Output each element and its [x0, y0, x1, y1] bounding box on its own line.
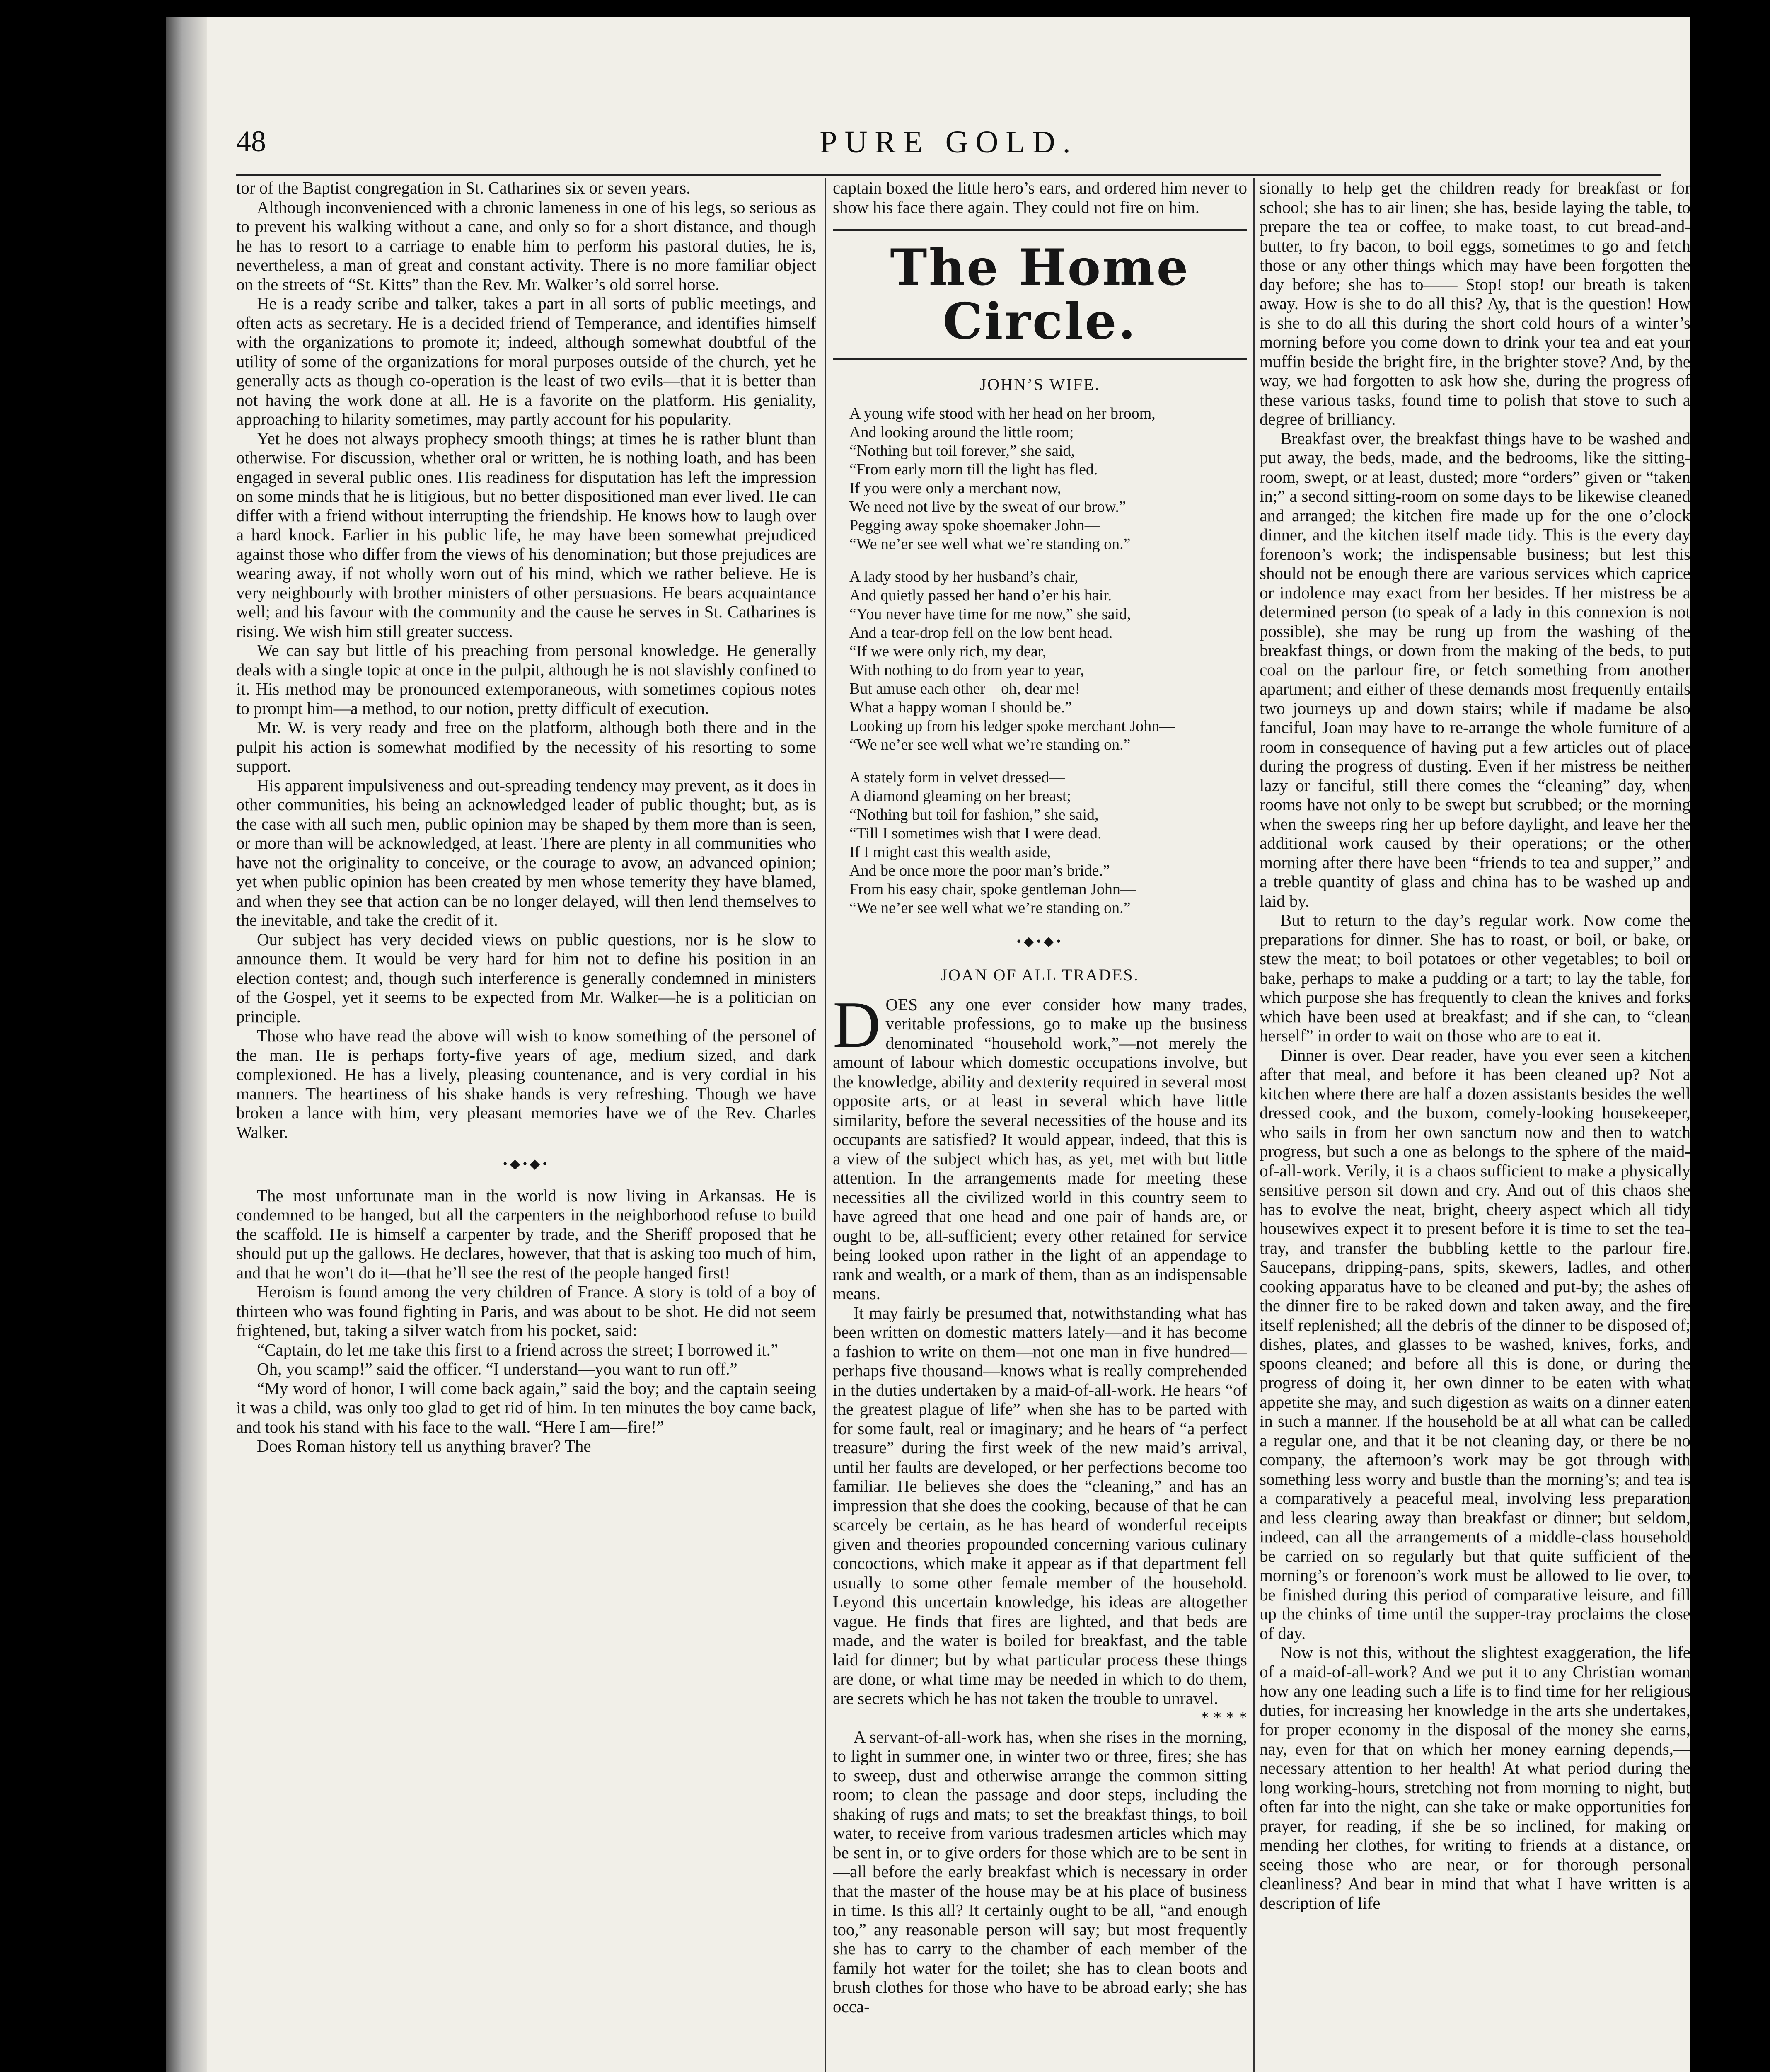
ornament-divider: •◆•◆• [1016, 933, 1064, 949]
stanza [849, 568, 1247, 754]
paragraph: Dinner is over. Dear reader, have you ever seen a kitchen after that meal, and before it has been cleaned up? Not a kitchen where there are half a dozen assistants besides the well dressed cook, and the buxom, comely-looking housekeeper, who sails in from her own sanctum now and then to watch progress, but such a one as belongs to the sphere of the maid-of-all-work. Verily, it is a chaos sufficient to make a physically sensitive person sit down and cry. And out of this chaos she has to evolve the neat, bright, cheery aspect which all tidy housewives expect it to present before it is time to set the tea-tray, and transfer the bubbling kettle to the parlour fire. Saucepans, dripping-pans, spits, skewers, ladles, and other cooking apparatus have to be cleaned and put-by; the ashes of the dinner fire to be raked down and taken away, and the fire itself replenished; all the debris of the dinner to be disposed of; dishes, plates, and glasses to be washed, knives, forks, and spoons cleaned; and before all this is done, or during the progress of doing it, her own dinner to be eaten with what appetite she may, and such digestion as waits on a dinner eaten in such a manner. If the household be at all what can be called a regular one, and that it be not cleaning day, or there be no company, the afternoon’s work may be got through with something less worry and bustle than the morning’s; and tea is a comparatively a peaceful meal, involving less preparation and less clearing away than breakfast or dinner; but seldom, indeed, can all the arrangements of a middle-class household be carried on so regularly but that quite sufficient of the morning’s or forenoon’s work must be allowed to lie over, to be finished during this period of comparative leisure, and fill up the chinks of time until the supper-tray proclaims the close of day. [1260, 1045, 1690, 1643]
paragraph: His apparent impulsiveness and out-spreading tendency may prevent, as it does in other communities, his being an acknowledged leader of public thought; but, as is the case with all such men, public opinion may be shaped by them more than is seen, or more than will be acknowledged, at least. There are plenty in all communities who have not the originality to conceive, or the courage to avow, an advanced opinion; yet when public opinion has been created by men whose temerity they have blamed, and when they see that action can be no longer delayed, will then lend themselves to the inevitable, and take the credit of it. [236, 775, 816, 929]
poem-line: And quietly passed her hand o’er his hair. [849, 586, 1112, 604]
poem-line: We need not live by the sweat of our brow.” [849, 498, 1126, 516]
paragraph: Although inconvenienced with a chronic lameness in one of his legs, so serious as to prevent his walking without a cane, and only so for a short distance, and though he has to resort to a carriage to enable him to perform his pastoral duties, he is, nevertheless, a man of great and constant activity. There is no more familiar object on the streets of “St. Kitts” than the Rev. Mr. Walker’s old sorrel horse. [236, 197, 816, 294]
paragraph: captain boxed the little hero’s ears, and ordered him never to show his face there again. They could not fire on him. [833, 178, 1247, 217]
paragraph: Those who have read the above will wish to know something of the personel of the man. He is perhaps forty-five years of age, medium sized, and dark complexioned. He has a lively, pleasing countenance, and is very cordial in his manners. The heartiness of his shake hands is very refreshing. Though we have broken a lance with him, very pleasant memories have we of the Rev. Charles Walker. [236, 1026, 816, 1142]
paragraph: Oh, you scamp!” said the officer. “I understand—you want to run off.” [257, 1359, 738, 1378]
poem-line: Looking up from his ledger spoke merchant John— [849, 717, 1175, 735]
page-number: 48 [236, 125, 266, 158]
poem-line: “We ne’er see well what we’re standing on.” [849, 899, 1131, 917]
poem-line: “If we were only rich, my dear, [849, 642, 1047, 660]
stanza [849, 768, 1247, 917]
poem-line: A diamond gleaming on her breast; [849, 787, 1071, 805]
paragraph: tor of the Baptist congregation in St. Catharines six or seven years. [236, 178, 691, 197]
poem [849, 404, 1247, 917]
poem-line: From his easy chair, spoke gentleman John— [849, 880, 1136, 898]
poem-line: “From early morn till the light has fled. [849, 460, 1098, 478]
poem-line: What a happy woman I should be.” [849, 698, 1072, 716]
poem-line: “Nothing but toil forever,” she said, [849, 442, 1075, 460]
ornament-divider: •◆•◆• [503, 1156, 550, 1171]
paragraph: Now is not this, without the slightest exaggeration, the life of a maid-of-all-work? And we put it to any Christian woman how any one leading such a life is to find time for her religious duties, for increasing her knowledge in the arts she undertakes, for proper economy in the disposal of the money she earns, nay, even for that on which her money earning depends,—necessary attention to her health! At what period during the long working-hours, stretching not from morning to night, but often far into the night, can she take or make opportunities for prayer, for reading, if she be so inclined, for making or mending her clothes, for writing to friends at a distance, or seeing those who are near, or for thorough personal cleanliness? And bear in mind that what I have written is a description of life [1260, 1643, 1690, 1912]
paragraph: It may fairly be presumed that, notwithstanding what has been written on domestic matters lately—and it has become a fashion to write on them—not one man in five hundred—perhaps five thousand—knows what is really comprehended in the duties undertaken by a maid-of-all-work. He hears “of the greatest plague of life” when she has to be parted with for some fault, real or imaginary; and he hears of “a perfect treasure” during the first week of the new maid’s arrival, until her faults are developed, or her perfections become too familiar. He believes she does the “cleaning,” and has an impression that she does the cooking, because of that he can scarcely be certain, as he has heard of wonderful receipts given and theories propounded concerning various culinary concoctions, which make it appear as if that department fell usually to some other female member of the household. Leyond this uncertain knowledge, his ideas are altogether vague. He finds that fires are lighted, and that beds are made, and the water is boiled for breakfast, and the table laid for dinner; but by what particular process these things are done, or what time may be needed in which to do them, are secrets which he has not taken the trouble to unravel. [833, 1303, 1247, 1708]
paragraph: Does Roman history tell us anything braver? The [257, 1436, 591, 1455]
poem-line: But amuse each other—oh, dear me! [849, 680, 1081, 697]
paragraph: Mr. W. is very ready and free on the platform, although both there and in the pulpit his action is somewhat modified by the necessity of his resorting to some support. [236, 718, 816, 775]
drop-cap: D [833, 987, 881, 1061]
paragraph: Yet he does not always prophecy smooth things; at times he is rather blunt than otherwise. For discussion, whether oral or written, he is nothing loath, and has been engaged in several public ones. His readiness for disputation has left the impression on some minds that he is litigious, but no better dispositioned man ever lived. He can differ with a friend without interrupting the friendship. He knows how to laugh over a hard knock. Earlier in his public life, he may have been somewhat prejudiced against those who differ from the views of his denomination; but those prejudices are wearing away, if not wholly worn out of his mind, which we rather believe. He is very neighbourly with brother ministers of other persuasions. He bears acquaintance well; and his favour with the community and the cause he serves in St. Catharines is rising. We wish him still greater success. [236, 428, 816, 641]
poem-line: With nothing to do from year to year, [849, 661, 1084, 679]
paragraph: “My word of honor, I will come back again,” said the boy; and the captain seeing it was a child, was only too glad to get rid of him. In ten minutes the boy came back, and took his stand with his face to the wall. “Here I am—fire!” [236, 1378, 816, 1436]
paragraph: “Captain, do let me take this first to a friend across the street; I borrowed it.” [257, 1340, 779, 1359]
poem-line: If you were only a merchant now, [849, 479, 1062, 497]
poem-line: “You never have time for me now,” she said, [849, 605, 1131, 623]
paragraph: He is a ready scribe and talker, takes a part in all sorts of public meetings, and often acts as secretary. He is a decided friend of Temperance, and identifies himself with the organizations to promote it; indeed, although somewhat doubtful of the utility of some of the organizations for moral purposes outside of the church, yet he generally acts as though co-operation is the least of two evils—that it is better than not having the work done at all. He is a favorite on the platform. His geniality, approaching to hilarity sometimes, may partly account for his popularity. [236, 294, 816, 428]
page-header [236, 124, 1661, 162]
page-edge-shadow [166, 17, 207, 2072]
publication-title: PURE GOLD. [820, 125, 1078, 160]
poem-line: “Nothing but toil for fashion,” she said, [849, 806, 1099, 823]
header-rule [236, 174, 1661, 176]
paragraph: sionally to help get the children ready for breakfast or for school; she has to air linen; she has, beside laying the table, to prepare the tea or coffee, to make toast, to cut bread-and-butter, to fry bacon, to boil eggs, sometimes to go and fetch those or any other things which may have been forgotten the day before; she has to—— Stop! stop! our breath is taken away. How is she to do all this? Ay, that is the question! How is she to do all this during the short cold hours of a winter’s morning before you come down to drink your tea and eat your muffin beside the bright fire, in the brighter stove? And, by the way, we had forgotten to ask how she, during the progress of these various tasks, found time to polish that stove to such a degree of brilliancy. [1260, 178, 1690, 428]
paragraph: Our subject has very decided views on public questions, nor is he slow to announce them. It would be very hard for him not to define his position in an election contest; and, though such interference is generally condemned in ministers of the Gospel, yet it seems to be expected from Mr. Walker—he is a politician on principle. [236, 929, 816, 1026]
paragraph: We can say but little of his preaching from personal knowledge. He generally deals with a single topic at once in the pulpit, although he is not slavishly confined to it. His method may be pronounced extemporaneous, with sometimes copious notes to prompt him—a method, to our notion, pretty difficult of execution. [236, 641, 816, 718]
paragraph: Breakfast over, the breakfast things have to be washed and put away, the beds, made, and the bedrooms, like the sitting-room, swept, or at least, dusted; more “orders” given or “taken in;” a second sitting-room on some days to be likewise cleaned and arranged; the kitchen fire made up for the one o’clock dinner, and the kitchen itself made tidy. This is the every day forenoon’s work; the indispensable business; but lest this should not be enough there are various services which caprice or indolence may exact from her besides. If her mistress be a determined person (to speak of a lady in this connexion is not possible), she may be rung up from the washing of the breakfast things, or down from the making of the beds, to put coal on the parlour fire, or fetch something from another apartment; and either of these demands most frequently entails two journeys up and down stairs; while if madame be also fanciful, Joan may have to re-arrange the whole furniture of a room in consequence of having put a few articles out of place during the progress of dusting. Even if her mistress be neither lazy or fanciful, still there comes the “cleaning” day, when rooms have not only to be swept but scrubbed; or the morning when the sweeps ring her up before daylight, and leave her the additional work caused by their operations; or the other morning after there have been “friends to tea and supper,” and a treble quantity of glass and china has to be washed up and laid by. [1260, 428, 1690, 910]
paragraph: But to return to the day’s regular work. Now come the preparations for dinner. She has to roast, or boil, or bake, or stew the meat; to boil potatoes or other vegetables; to boil or bake, perhaps to make a pudding or a tart; to lay the table, for which purpose she has frequently to clean the knives and forks which have been used at breakfast; and if she can, to “clean herself” in order to wait on those who are to eat it. [1260, 910, 1690, 1045]
paragraph: Heroism is found among the very children of France. A story is told of a boy of thirteen who was found fighting in Paris, and was about to be shot. He did not seem frightened, but, taking a silver watch from his pocket, said: [236, 1282, 816, 1340]
poem-line: A stately form in velvet dressed— [849, 768, 1065, 786]
poem-line: If I might cast this wealth aside, [849, 843, 1051, 861]
column-divider [825, 178, 826, 2072]
poem-line: “Till I sometimes wish that I were dead. [849, 824, 1102, 842]
section-heading: The Home Circle. [833, 229, 1247, 360]
column-divider [1253, 178, 1255, 2072]
column-2 [833, 178, 1247, 2072]
stanza [849, 404, 1247, 554]
poem-line: A young wife stood with her head on her broom, [849, 404, 1156, 422]
paragraph [833, 987, 1247, 1303]
poem-line: And a tear-drop fell on the low bent head. [849, 624, 1113, 641]
section-break-stars: * * * * [1200, 1708, 1247, 1727]
poem-line: Pegging away spoke shoemaker John— [849, 516, 1100, 534]
poem-title: JOHN’S WIFE. [979, 375, 1100, 394]
poem-line: And looking around the little room; [849, 423, 1074, 441]
column-3 [1260, 178, 1690, 2072]
column-1 [236, 178, 816, 2072]
article-title: JOAN OF ALL TRADES. [941, 966, 1139, 984]
poem-line: A lady stood by her husband’s chair, [849, 568, 1078, 586]
poem-line: And be once more the poor man’s bride.” [849, 862, 1110, 879]
paragraph: A servant-of-all-work has, when she rises in the morning, to light in summer one, in winter two or three, fires; she has to sweep, dust and otherwise arrange the common sitting room; to clean the passage and door steps, including the shaking of rugs and mats; to set the breakfast things, to boil water, to receive from various tradesmen articles which may be sent in, or to give orders for those which are to be sent in—all before the early breakfast which is necessary in order that the master of the house may be at his place of business in time. Is this all? It certainly ought to be all, “and enough too,” any reasonable person will say; but most frequently she has to carry to the chamber of each member of the family hot water for the toilet; she has to clean boots and brush clothes for those who have to be abroad early; she has occa- [833, 1727, 1247, 2016]
poem-line: “We ne’er see well what we’re standing on.” [849, 535, 1131, 553]
paragraph-text: OES any one ever consider how many trades, veritable professions, go to make up the business denominated “household work,”—not merely the amount of labour which domestic occupations involve, but the knowledge, ability and dexterity required in several most opposite arts, or at least in several which have little similarity, before the several necessities of the house and its occupants are satisfied? It would appear, indeed, that this is a view of the subject which has, as yet, met with but little attention. In the arrangements made for meeting these necessities all the civilized world in this country seem to have agreed that one head and one pair of hands are, or ought to be, all-sufficient; every other retained for service being looked upon rather in the light of an appendage to rank and wealth, or a mark of them, than as an indispensable means. [833, 995, 1247, 1303]
poem-line: “We ne’er see well what we’re standing on.” [849, 736, 1131, 753]
paragraph: The most unfortunate man in the world is now living in Arkansas. He is condemned to be hanged, but all the carpenters in the neighborhood refuse to build the scaffold. He is himself a carpenter by trade, and the Sheriff proposed that he should put up the gallows. He declares, however, that that is asking too much of him, and that he won’t do it—that he’ll see the rest of the people hanged first! [236, 1186, 816, 1282]
